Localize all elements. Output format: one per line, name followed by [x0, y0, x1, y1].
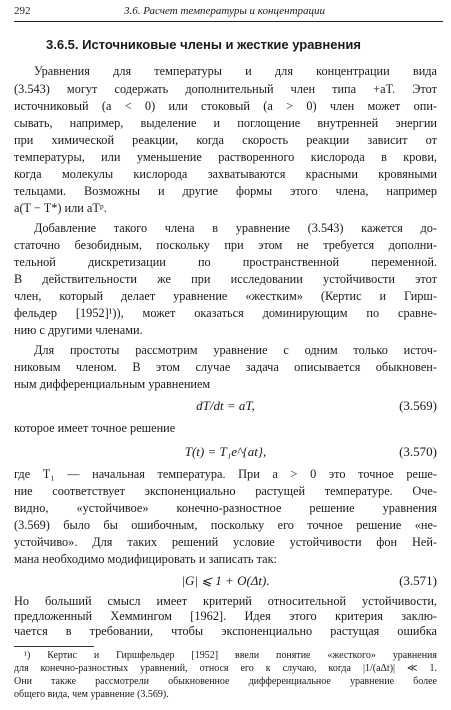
equation-expression: T(t) = T₁e^{at}, — [184, 444, 267, 459]
text-line: температуры, или уменьшение растворенного кислорода в крови, — [14, 150, 437, 164]
text-line: В действительности же при исследовании устойчивости этот — [14, 272, 437, 286]
text-line: предложенный Хеммингом [1962]. Идея этого критерия заклю- — [14, 609, 437, 623]
text-line: тельцами. Возможны и другие формы этого члена, например — [14, 184, 437, 198]
text-line: тельной дискретизации по пространственной переменной. — [14, 255, 437, 269]
footnote-line: Они также рассмотрели обыкновенное дифференциальное уравнение более — [14, 676, 437, 687]
footnote-line: общего вида, чем уравнение (3.569). — [14, 689, 169, 700]
equation-expression: |G| ⩽ 1 + O(Δt). — [181, 573, 270, 588]
equation-number: (3.571) — [399, 573, 437, 588]
text-line: Но больший смысл имеет критерий относительной устойчивости, — [14, 594, 437, 608]
section-title: 3.6.5. Источниковые члены и жесткие уравнения — [46, 37, 361, 52]
text-line: статочно безобидным, поскольку при этом не требуется дополни- — [14, 238, 437, 252]
footnote-rule — [14, 646, 94, 647]
text-line: Для простоты рассмотрим уравнение с одним только источ- — [34, 343, 437, 357]
text-line: ние соответствует экспоненциально растущей температуре. Оче- — [14, 484, 437, 498]
footnote-line: для конечно-разностных уравнений, относя его к случаю, когда |1/(aΔt)| ≪ 1. — [14, 663, 437, 674]
text-line: нию с другими членами. — [14, 323, 143, 337]
text-line: (3.569) было бы ошибочным, поскольку его точное решение «не- — [14, 518, 437, 532]
text-line: никовым членом. В этом случае задача описывается обыкновен- — [14, 360, 437, 374]
text-line: ным дифференциальным уравнением — [14, 377, 211, 391]
text-line: где T₁ — начальная температура. При a > 0 это точное реше- — [14, 467, 437, 481]
footnote-line: ¹) Кертис и Гиршфельдер [1952] ввели понятие «жесткого» уравнения — [24, 650, 437, 661]
text-line: чается в требовании, чтобы экспоненциально растущая ошибка — [14, 624, 437, 638]
page-number: 292 — [14, 5, 31, 17]
text-line: источниковый (a < 0) или стоковый (a > 0) член может опи- — [14, 99, 437, 113]
text-line: которое имеет точное решение — [14, 421, 176, 435]
equation-expression: dT/dt = aT, — [196, 398, 255, 413]
text-line: (3.543) могут содержать дополнительный член типа +aT. Этот — [14, 82, 437, 96]
text-line: член, который делает уравнение «жестким» (Кертис и Гирш- — [14, 289, 437, 303]
text-line: видно, «устойчивое» конечно-разностное решение уравнения — [14, 501, 437, 515]
equation-number: (3.570) — [399, 444, 437, 459]
running-header — [14, 3, 443, 22]
text-line: мана необходимо модифицировать и записать так: — [14, 552, 277, 566]
text-line: при химической реакции, когда скорость реакции зависит от — [14, 133, 437, 147]
running-title: 3.6. Расчет температуры и концентрации — [124, 5, 326, 17]
text-line: фельдер [1952]¹)), может оказаться доминирующим по сравне- — [14, 306, 437, 320]
text-line: Уравнения для температуры и для концентрации вида — [34, 64, 437, 78]
equation-number: (3.569) — [399, 398, 437, 413]
text-line: a(T − T*) или aTᵖ. — [14, 201, 107, 215]
text-line: сывать, например, выделение и поглощение внутренней энергии — [14, 116, 437, 130]
text-line: устойчиво». Для таких решений условие устойчивости фон Ней- — [14, 535, 437, 549]
text-line: когда молекулы кислорода захватываются красными кровяными — [14, 167, 437, 181]
text-line: Добавление такого члена в уравнение (3.543) кажется до- — [34, 221, 437, 235]
